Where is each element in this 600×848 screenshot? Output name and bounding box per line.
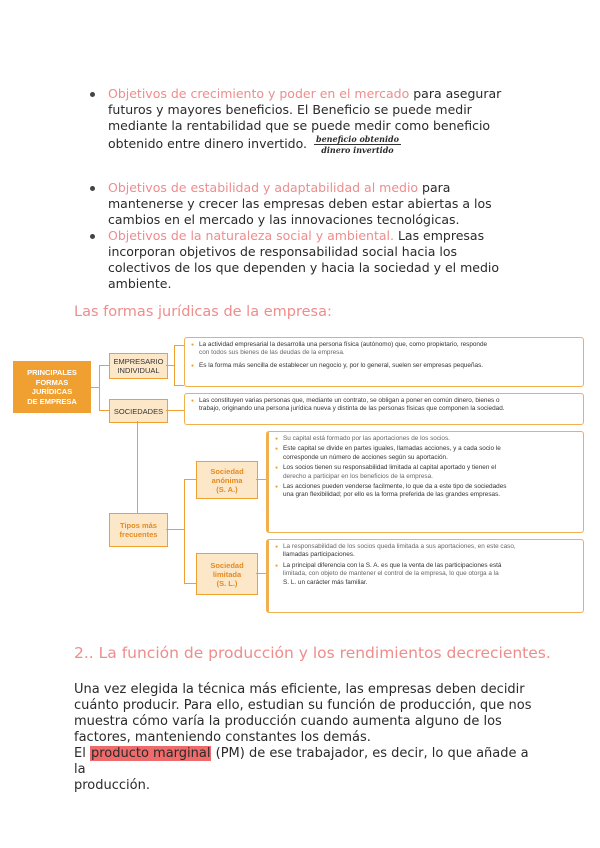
connector — [174, 385, 184, 386]
fraction: $\frac{\text{beneficio obtenido}}{\text{dinero invertido}}$ — [316, 134, 399, 155]
connector — [166, 365, 174, 366]
connector — [99, 365, 100, 410]
section-title-produccion: 2.. La función de producción y los rendimientos decrecientes. — [74, 644, 551, 662]
node-tipos-frecuentes: Tipos más frecuentes — [109, 513, 168, 547]
connector — [166, 410, 184, 411]
highlighted-term: producto marginal — [90, 746, 211, 761]
node-empresario-individual: EMPRESARIO INDIVIDUAL — [109, 353, 168, 379]
connector — [166, 529, 184, 530]
detail-empresario: ● La actividad empresarial la desarrolla una persona física (autónomo) que, como propietario, responde con todos sus bienes de las deudas de la empresa. ● Es la forma más sencilla de establecer un negocio y, por lo general, suelen ser empresas pequeñas. — [184, 337, 584, 387]
connector — [174, 345, 184, 346]
connector — [184, 479, 185, 583]
bullet-icon — [90, 92, 95, 97]
objective-item: Objetivos de estabilidad y adaptabilidad al medio para mantenerse y crecer las empresas deben estar abiertas a los cambios en el mercado y las innovaciones tecnológicas. — [90, 180, 530, 228]
objective-item: Objetivos de crecimiento y poder en el mercado para asegurar futuros y mayores beneficios. El Beneficio se puede medir mediante la rentabilidad que se puede medir como beneficio obtenido entre dinero invertido. $\frac{\text{beneficio obtenido}}{\text{dinero invertido}}$ — [90, 86, 530, 155]
connector — [256, 479, 266, 480]
connector — [256, 573, 266, 574]
connector — [99, 365, 109, 366]
detail-sociedades: ● Las constituyen varias personas que, mediante un contrato, se obligan a poner en común dinero, bienes o trabajo, originando una persona jurídica nueva y distinta de las personas físicas que componen la sociedad. — [184, 393, 584, 425]
connector — [99, 410, 109, 411]
objective-highlight: Objetivos de estabilidad y adaptabilidad al medio — [108, 180, 419, 195]
node-sociedad-limitada: Sociedad limitada (S. L.) — [196, 553, 258, 595]
connector — [184, 479, 196, 480]
connector — [184, 583, 196, 584]
detail-limitada: ● La responsabilidad de los socios queda limitada a sus aportaciones, en este caso, llamadas participaciones. ● La principal diferencia con la S. A. es que la venta de las participaciones está limitada, con objeto de mantener el control de la empresa, lo que otorga a la S. L. un carácter más familiar. — [266, 539, 584, 613]
objective-highlight: Objetivos de la naturaleza social y ambiental. — [108, 228, 394, 243]
objective-item: Objetivos de la naturaleza social y ambiental. Las empresas incorporan objetivos de responsabilidad social hacia los colectivos de los que dependen y hacia la sociedad y el medio ambiente. — [90, 228, 530, 292]
diagram-root: PRINCIPALES FORMAS JURÍDICAS DE EMPRESA — [13, 361, 91, 413]
bullet-icon — [90, 234, 95, 239]
node-sociedad-anonima: Sociedad anónima (S. A.) — [196, 461, 258, 499]
section-title-formas: Las formas jurídicas de la empresa: — [74, 304, 332, 320]
connector — [174, 345, 175, 385]
bullet-icon — [90, 186, 95, 191]
connector — [137, 421, 138, 513]
formas-juridicas-diagram — [10, 333, 590, 623]
connector — [91, 387, 99, 388]
objectives-list — [90, 86, 530, 155]
node-sociedades: SOCIEDADES — [109, 399, 168, 423]
produccion-paragraph: Una vez elegida la técnica más eficiente, las empresas deben decidir cuánto producir. Para ello, estudian su función de producción, que nos muestra cómo varía la producción cuando aumenta alguno de los factores, manteniendo constantes los demás. El producto marginal (PM) de ese trabajador, es decir, lo que añade a la producción. — [74, 682, 532, 793]
detail-anonima: ● Su capital está formado por las aportaciones de los socios. ● Este capital se divide en partes iguales, llamadas acciones, y a cada socio le corresponde un número de acciones según su aportación. ● Los socios tienen su responsabilidad limitada al capital aportado y tienen el derecho a participar en los beneficios de la empresa. ● Las acciones pueden venderse facilmente, lo que da a este tipo de sociedades una gran flexibilidad; por ello es la forma preferida de las grandes empresas. — [266, 431, 584, 533]
objective-highlight: Objetivos de crecimiento y poder en el mercado — [108, 86, 410, 101]
objectives-list-2 — [90, 180, 530, 292]
